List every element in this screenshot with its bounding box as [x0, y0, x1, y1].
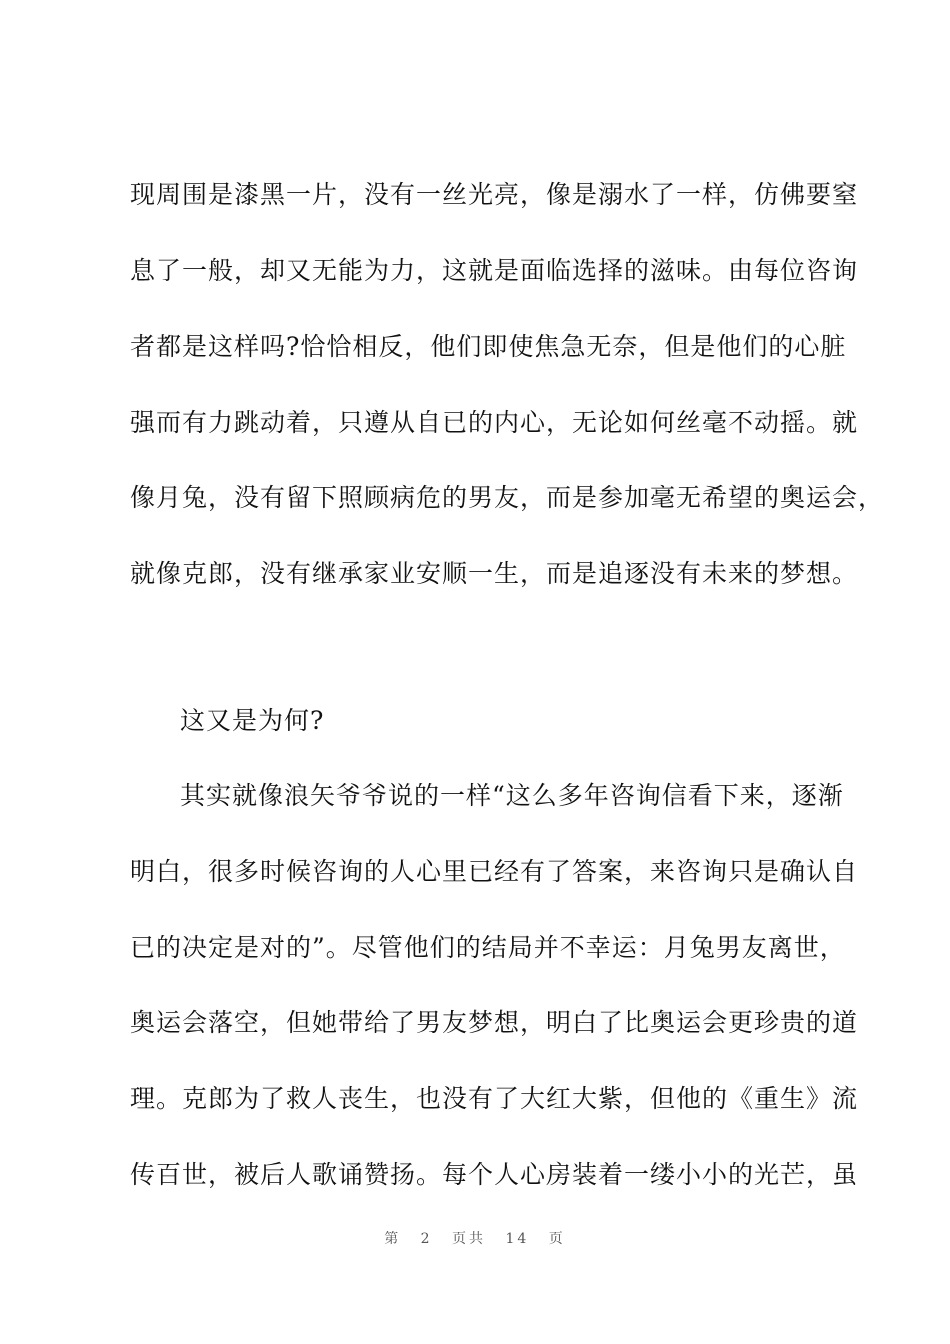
- footer-middle: 页共: [452, 1231, 487, 1247]
- paragraph-1-line-3: 者都是这样吗?恰恰相反，他们即使焦急无奈，但是他们的心脏: [130, 332, 847, 361]
- paragraph-3-line-3: 已的决定是对的”。尽管他们的结局并不幸运：月兔男友离世，: [130, 933, 846, 962]
- page-footer: [0, 1228, 950, 1248]
- paragraph-2-line-1: 这又是为何?: [180, 706, 325, 735]
- paragraph-1-line-4: 强而有力跳动着，只遵从自已的内心，无论如何丝毫不动摇。就: [130, 408, 859, 437]
- footer-suffix: 页: [548, 1231, 566, 1247]
- paragraph-1-line-2: 息了一般，却又无能为力，这就是面临选择的滋味。由每位咨询: [130, 256, 859, 285]
- paragraph-3-line-5: 理。克郎为了救人丧生，也没有了大红大紫，但他的《重生》流: [130, 1084, 859, 1113]
- footer-total-pages: 14: [505, 1231, 530, 1247]
- footer-prefix: 第: [384, 1231, 402, 1247]
- paragraph-3-line-1: 其实就像浪矢爷爷说的一样“这么多年咨询信看下来，逐渐: [180, 781, 844, 810]
- paragraph-1-line-1: 现周围是漆黑一片，没有一丝光亮，像是溺水了一样，仿佛要窒: [130, 180, 859, 209]
- paragraph-3-line-2: 明白，很多时候咨询的人心里已经有了答案，来咨询只是确认自: [130, 857, 859, 886]
- paragraph-3-line-6: 传百世，被后人歌诵赞扬。每个人心房装着一缕小小的光芒，虽: [130, 1160, 859, 1189]
- paragraph-3-line-4: 奥运会落空，但她带给了男友梦想，明白了比奥运会更珍贵的道: [130, 1008, 859, 1037]
- paragraph-1-line-5: 像月兔，没有留下照顾病危的男友，而是参加毫无希望的奥运会，: [130, 483, 885, 512]
- paragraph-1-line-6: 就像克郎，没有继承家业安顺一生，而是追逐没有未来的梦想。: [130, 559, 859, 588]
- footer-current-page: 2: [420, 1231, 433, 1247]
